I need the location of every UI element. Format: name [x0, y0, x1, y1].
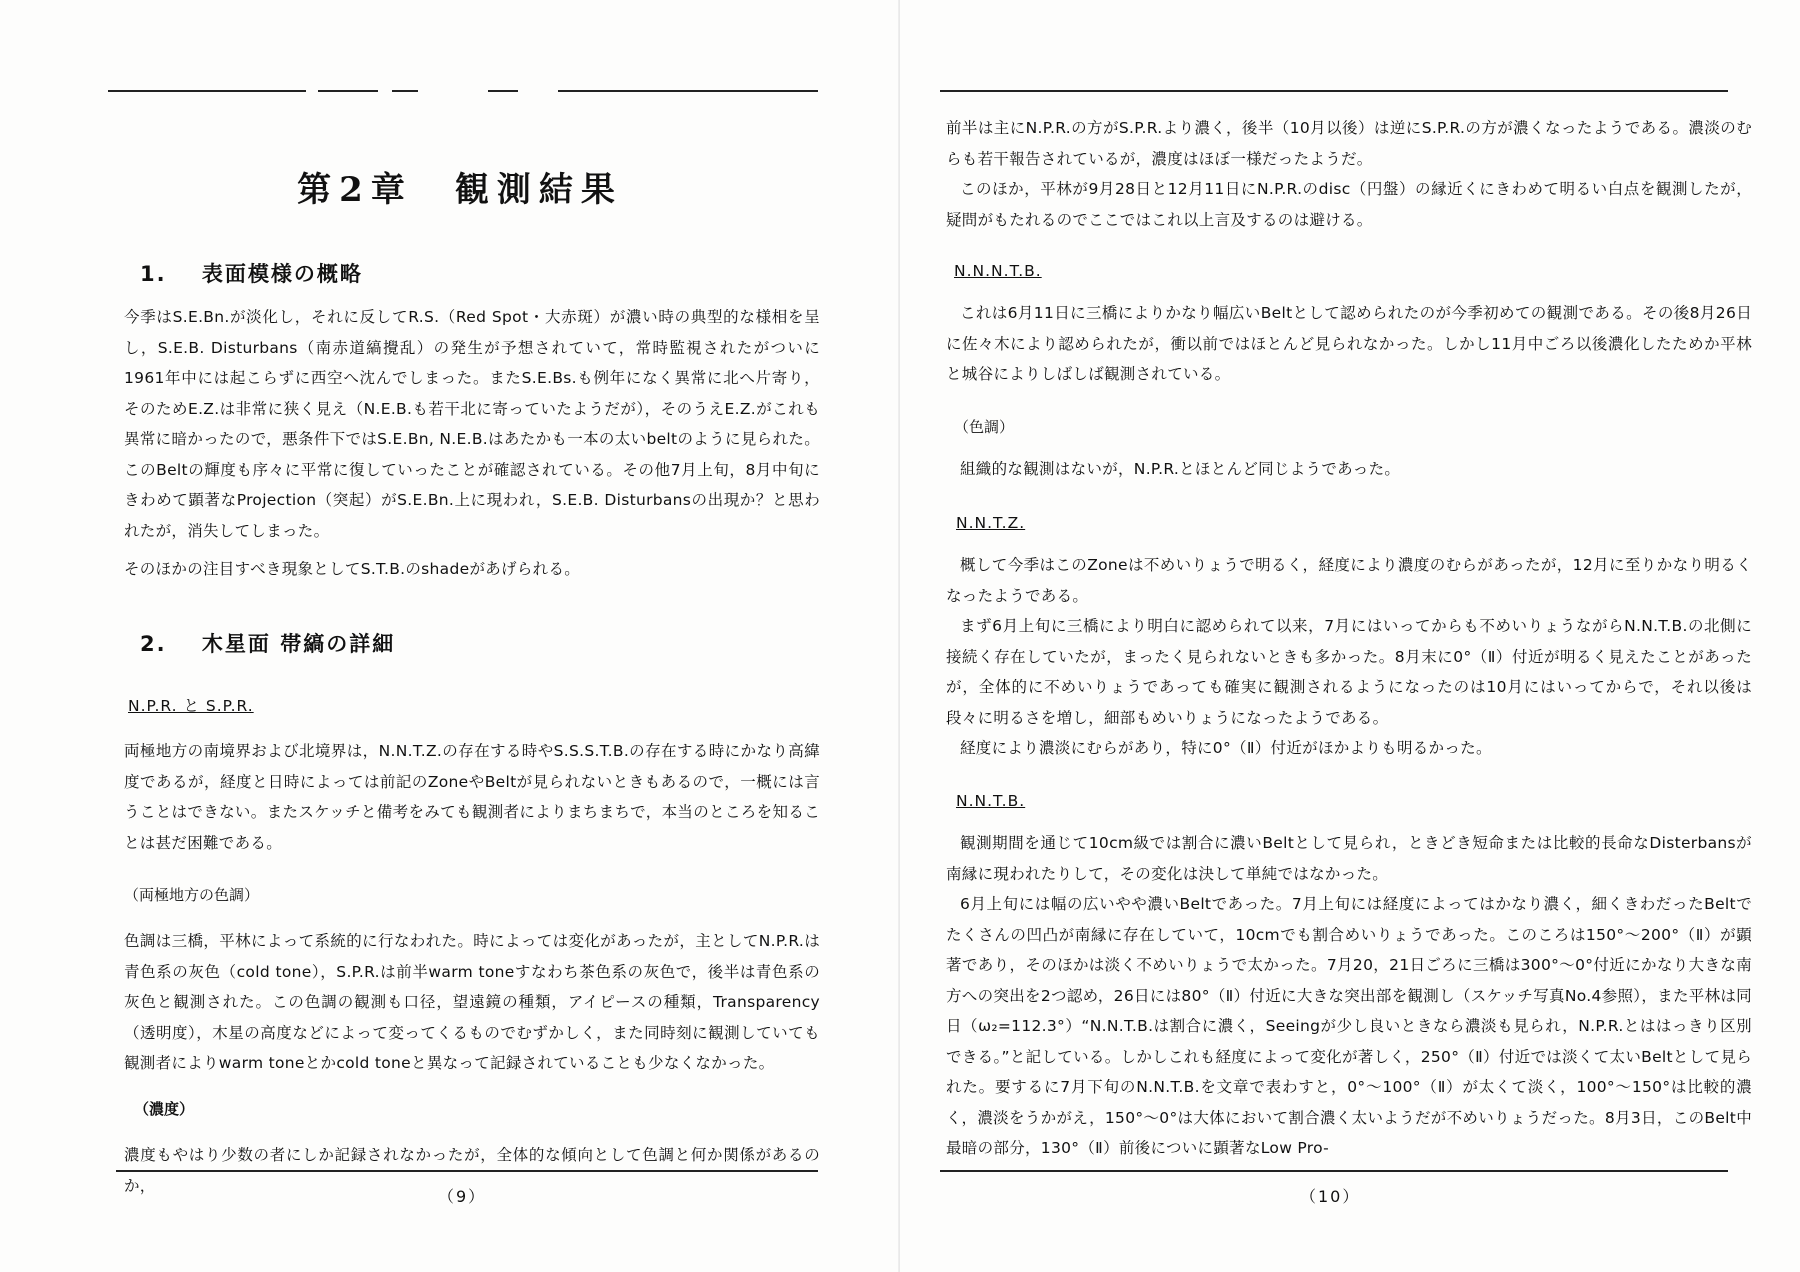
paragraph: 概して今季はこのZoneは不めいりょうで明るく，経度により濃度のむらがあったが，12月に至りかなり明るくなったようである。	[946, 556, 1752, 605]
header-rule-segment	[318, 90, 378, 92]
paragraph: 経度により濃淡にむらがあり，特に0°（Ⅱ）付近がほかよりも明るかった。	[960, 739, 1492, 757]
subheading: N.N.N.T.B.	[954, 262, 1042, 280]
section-heading-2	[140, 628, 395, 658]
paragraph: このほか，平林が9月28日と12月11日にN.P.R.のdisc（円盤）の縁近くにきわめて明るい白点を観測したが，疑問がもたれるのでここではこれ以上言及するのは避ける。	[946, 180, 1752, 229]
minor-heading: （色調）	[954, 418, 1015, 436]
footer-rule	[940, 1170, 1728, 1172]
subheading: N.N.T.Z.	[956, 514, 1026, 532]
header-rule-segment	[488, 90, 518, 92]
subheading: N.P.R. と S.P.R.	[128, 697, 254, 715]
paragraph: そのほかの注目すべき現象としてS.T.B.のshadeがあげられる。	[124, 560, 581, 578]
footer-rule	[116, 1170, 818, 1172]
page-number: （10）	[1300, 1187, 1361, 1206]
paragraph: 今季はS.E.Bn.が淡化し，それに反してR.S.（Red Spot・大赤斑）が濃い時の典型的な様相を呈し，S.E.B. Disturbans（南赤道縞攪乱）の発生が予想されていて，常時監視されたがついに1961年中には起こらずに西空へ沈んでしまった。またS.E.Bs.も例年になく異常に北へ片寄り，そのためE.Z.は非常に狭く見え（N.E.B.も若干北に寄っていたようだが），そのうえE.Z.がこれも異常に暗かったので，悪条件下ではS.E.Bn, N.E.B.はあたかも一本の太いbeltのように見られた。このBeltの輝度も序々に平常に復していったことが確認されている。その他7月上旬，8月中旬にきわめて顕著なProjection（突起）がS.E.Bn.上に現われ，S.E.B. Disturbansの出現か？と思われたが，消失してしまった。	[124, 308, 820, 540]
section-title: 表面模様の概略	[201, 262, 363, 286]
paragraph: 観測期間を通じて10cm級では割合に濃いBeltとして見られ，ときどき短命または比較的長命なDisterbansが南縁に現われたりして，その変化は決して単純ではなかった。	[946, 834, 1752, 883]
paragraph: 組織的な観測はないが，N.P.R.とほとんど同じようであった。	[960, 460, 1401, 478]
paragraph: 両極地方の南境界および北境界は，N.N.T.Z.の存在する時やS.S.S.T.B.の存在する時にかなり高緯度であるが，経度と日時によっては前記のZoneやBeltが見られないときもあるので，一概には言うことはできない。またスケッチと備考をみても観測者によりまちまちで，本当のところを知ることは甚だ困難である。	[124, 742, 820, 852]
paragraph: まず6月上旬に三橋により明白に認められて以来，7月にはいってからも不めいりょうながらN.N.T.B.の北側に接続く存在していたが，まったく見られないときも多かった。8月末に0°（Ⅱ）付近が明るく見えたことがあったが，全体的に不めいりょうであっても確実に観測されるようになったのは10月にはいってからで，それ以後は段々に明るさを増し，細部もめいりょうになったようである。	[946, 617, 1752, 727]
section-heading-1	[140, 258, 363, 288]
minor-heading: （両極地方の色調）	[124, 886, 260, 904]
subheading: N.N.T.B.	[956, 792, 1026, 810]
section-title: 木星面 帯縞の詳細	[201, 632, 396, 656]
page-number: （9）	[438, 1187, 487, 1206]
paragraph: 前半は主にN.P.R.の方がS.P.R.より濃く，後半（10月以後）は逆にS.P.R.の方が濃くなったようである。濃淡のむらも若干報告されているが，濃度はほぼ一様だったようだ。	[946, 119, 1752, 168]
header-rule-segment	[108, 90, 306, 92]
paragraph: 色調は三橋，平林によって系統的に行なわれた。時によっては変化があったが，主としてN.P.R.は青色系の灰色（cold tone），S.P.R.は前半warm toneすなわち茶色系の灰色で，後半は青色系の灰色と観測された。この色調の観測も口径，望遠鏡の種類，アイピースの種類，Transparency（透明度），木星の高度などによって変ってくるものでむずかしく，また同時刻に観測していても観測者によりwarm toneとかcold toneと異なって記録されていることも少なくなかった。	[124, 932, 820, 1072]
paragraph: 6月上旬には幅の広いやや濃いBeltであった。7月上旬には経度によってはかなり濃く，細くきわだったBeltでたくさんの凹凸が南縁に存在していて，10cmでも割合めいりょうであった。このころは150°～200°（Ⅱ）が顕著であり，そのほかは淡く不めいりょうで太かった。7月20，21日ごろに三橋は300°～0°付近にかなり大きな南方への突出を2つ認め，26日には80°（Ⅱ）付近に大きな突出部を観測し（スケッチ写真No.4参照），また平林は同日（ω₂=112.3°）“N.N.T.B.は割合に濃く，Seeingが少し良いときなら濃淡も見られ，N.P.R.とははっきり区別できる。”と記している。しかしこれも経度によって変化が著しく，250°（Ⅱ）付近では淡くて太いBeltとして見られた。要するに7月下旬のN.N.T.B.を文章で表わすと，0°～100°（Ⅱ）が太くて淡く，100°～150°は比較的濃く，濃淡をうかがえ，150°～0°は大体において割合濃く太いようだが不めいりょうだった。8月3日，このBelt中最暗の部分，130°（Ⅱ）前後についに顕著なLow Pro-	[946, 895, 1752, 1157]
minor-heading: （濃度）	[134, 1100, 195, 1118]
header-rule-segment	[392, 90, 418, 92]
section-number: 2.	[140, 632, 167, 656]
right-page	[900, 0, 1800, 1272]
header-rule	[940, 90, 1728, 92]
section-number: 1.	[140, 262, 167, 286]
header-rule-segment	[558, 90, 818, 92]
paragraph: これは6月11日に三橋によりかなり幅広いBeltとして認められたのが今季初めての観測である。その後8月26日に佐々木により認められたが，衝以前ではほとんど見られなかった。しかし11月中ごろ以後濃化したためか平林と城谷によりしばしば観測されている。	[946, 304, 1752, 383]
chapter-title: 第2章 観測結果	[297, 170, 623, 210]
paragraph: 濃度もやはり少数の者にしか記録されなかったが，全体的な傾向として色調と何か関係があるのか，	[124, 1146, 820, 1195]
